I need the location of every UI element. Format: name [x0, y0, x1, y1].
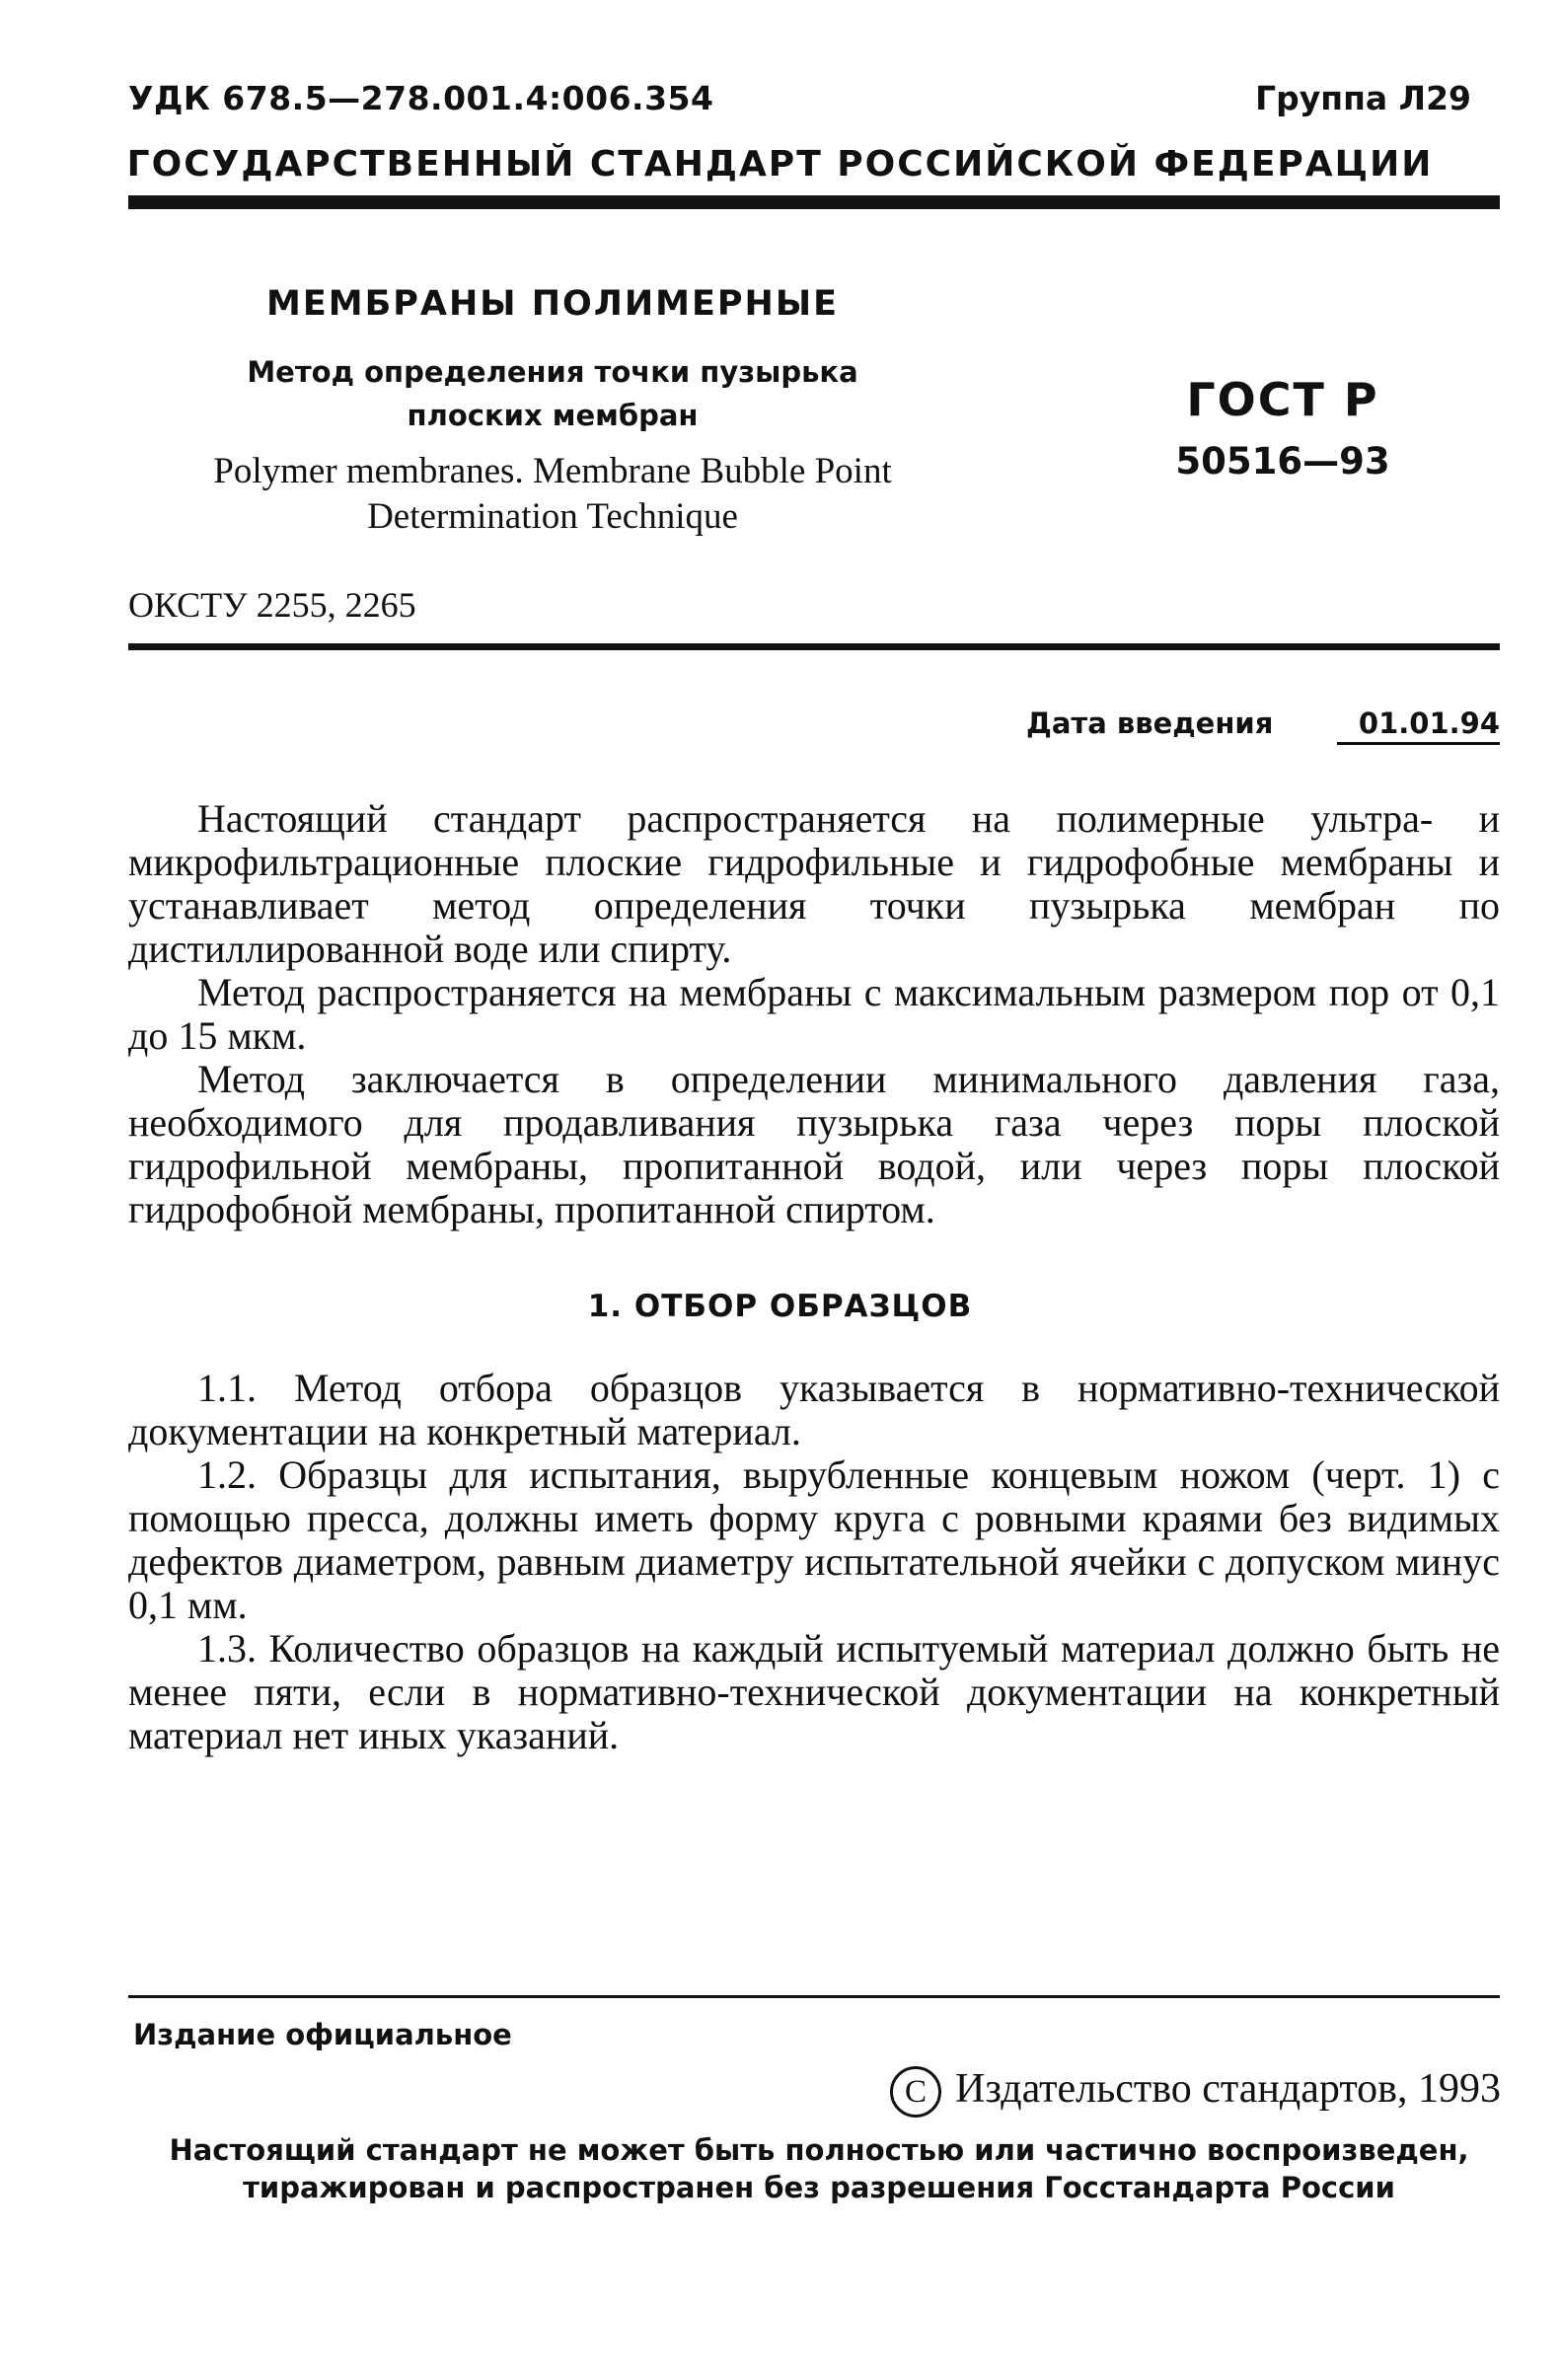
document-title: МЕМБРАНЫ ПОЛИМЕРНЫЕ: [266, 284, 839, 324]
header-rule: [128, 195, 1500, 209]
date-label: Дата введения: [1026, 707, 1274, 740]
intro-text: [128, 797, 1500, 1231]
subtitle-line-2: плоских мембран: [407, 399, 699, 432]
section-heading: 1. ОТБОР ОБРАЗЦОВ: [587, 1289, 973, 1324]
section-text: [128, 1367, 1500, 1757]
oksty-codes: ОКСТУ 2255, 2265: [128, 585, 416, 625]
document-subtitle: [128, 350, 977, 437]
udk-code: УДК 678.5—278.001.4:006.354: [128, 79, 714, 117]
footer-rule: [128, 1995, 1500, 1998]
group-code: Группа Л29: [1255, 79, 1471, 117]
english-title-line-2: Determination Technique: [367, 496, 738, 537]
state-standard-heading: ГОСУДАРСТВЕННЫЙ СТАНДАРТ РОССИЙСКОЙ ФЕДЕРАЦИИ: [126, 144, 1434, 185]
copyright-icon: C: [890, 2066, 941, 2118]
subtitle-line-1: Метод определения точки пузырька: [247, 355, 858, 389]
section-paragraph: 1.1. Метод отбора образцов указывается в нормативно-технической документации на конкретный материал.: [128, 1366, 1500, 1453]
reproduction-notice: [128, 2131, 1510, 2206]
gost-designation: ГОСТ Р: [1186, 373, 1379, 426]
date-value: 01.01.94: [1337, 707, 1500, 745]
edition-label: Издание официальное: [133, 2018, 512, 2051]
notice-line-1: Настоящий стандарт не может быть полностью или частично воспроизведен,: [169, 2133, 1469, 2167]
notice-line-2: тиражирован и распространен без разрешения Госстандарта России: [243, 2171, 1395, 2204]
copyright-line: [890, 2065, 1501, 2118]
intro-paragraph: Настоящий стандарт распространяется на полимерные ультра- и микрофильтрационные плоские гидрофильные и гидрофобные мембраны и устанавливает метод определения точки пузырька мембран по дистиллированной воде или спирту.: [128, 796, 1500, 971]
english-title: [128, 449, 977, 540]
intro-paragraph: Метод заключается в определении минимального давления газа, необходимого для продавливания пузырька газа через поры плоской гидрофильной мембраны, пропитанной водой, или через поры плоской гидрофобной мембраны, пропитанной спиртом.: [128, 1057, 1500, 1231]
gost-number: 50516—93: [1175, 440, 1390, 483]
copyright-text: Издательство стандартов, 1993: [955, 2066, 1501, 2112]
section-paragraph: 1.3. Количество образцов на каждый испытуемый материал должно быть не менее пяти, если в нормативно-технической документации на конкретный материал нет иных указаний.: [128, 1626, 1500, 1757]
intro-paragraph: Метод распространяется на мембраны с максимальным размером пор от 0,1 до 15 мкм.: [128, 970, 1500, 1058]
title-block-rule: [128, 643, 1500, 650]
section-paragraph: 1.2. Образцы для испытания, вырубленные концевым ножом (черт. 1) с помощью пресса, должны иметь форму круга с ровными краями без видимых дефектов диаметром, равным диаметру испытательной ячейки с допуском минус 0,1 мм.: [128, 1452, 1500, 1627]
english-title-line-1: Polymer membranes. Membrane Bubble Point: [213, 451, 892, 491]
